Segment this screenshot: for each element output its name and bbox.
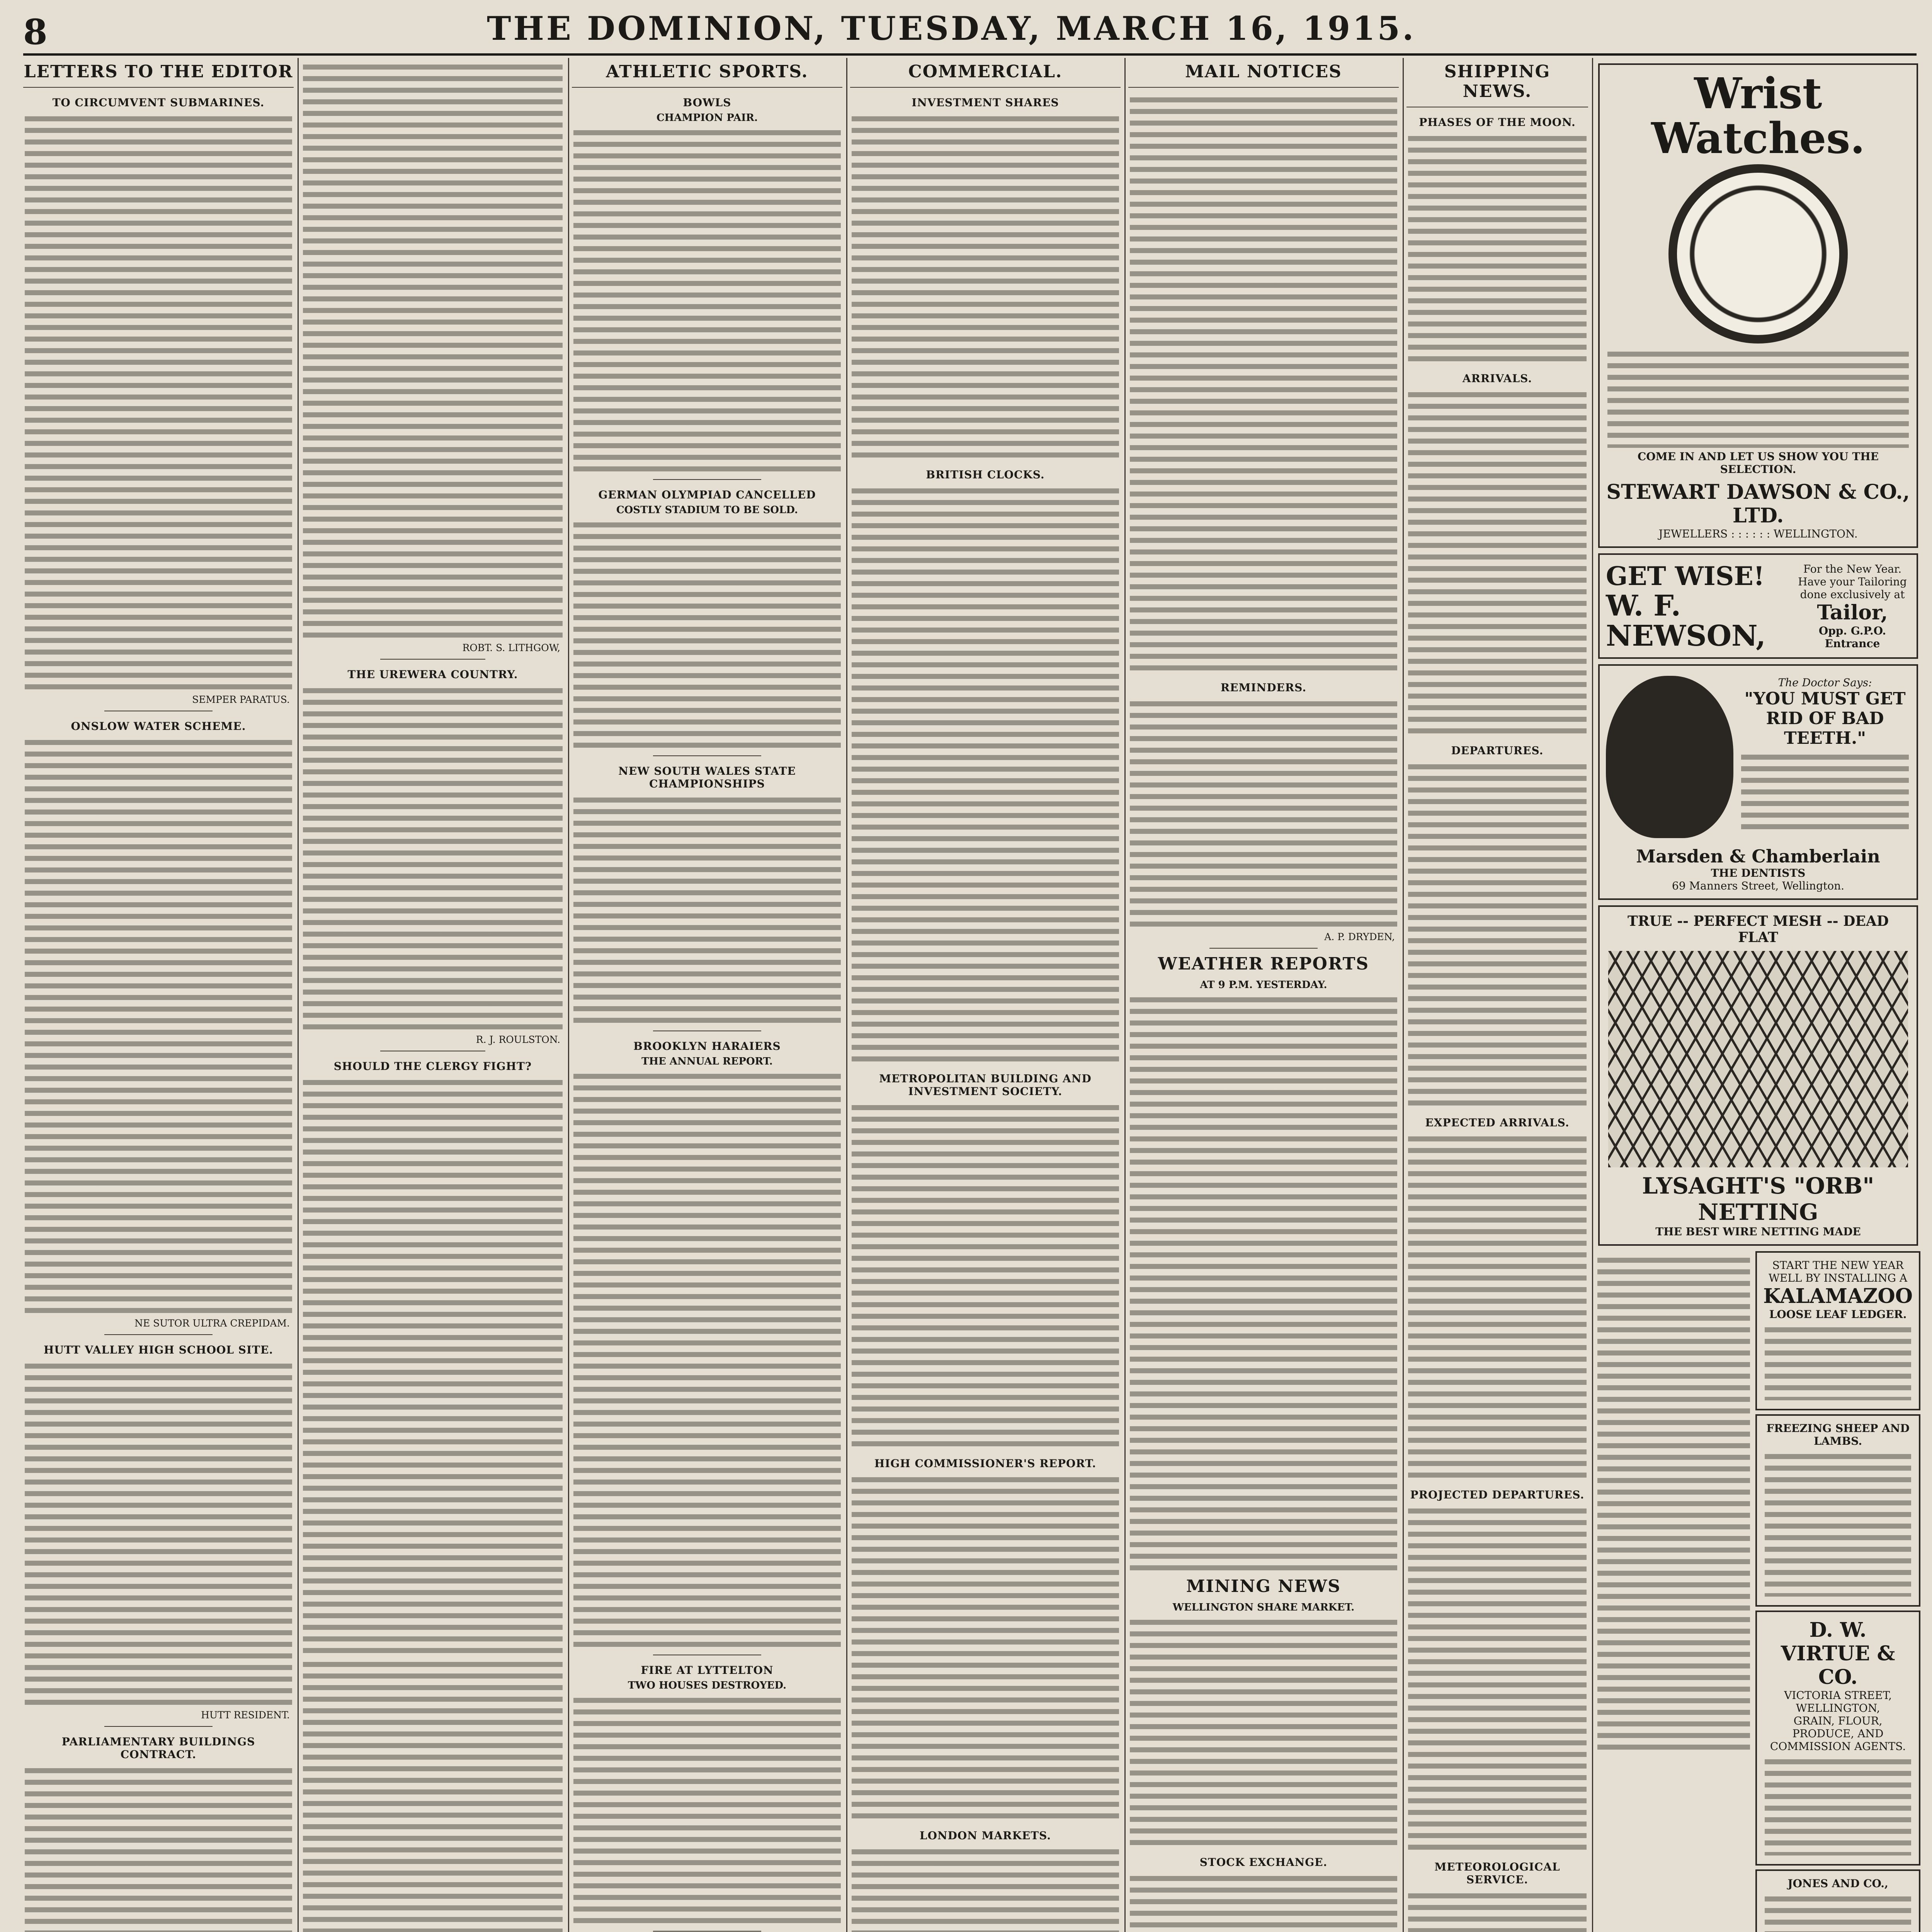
ad-address: VICTORIA STREET, WELLINGTON, <box>1784 1689 1892 1715</box>
article-signature: NE SUTOR ULTRA CREPIDAM. <box>134 1318 290 1329</box>
ad-body <box>1607 347 1909 448</box>
section-title-mining: MINING NEWS <box>1186 1577 1341 1596</box>
ad-firm: STEWART DAWSON & CO., LTD. <box>1606 480 1910 527</box>
article-headline: THE UREWERA COUNTRY. <box>347 668 518 681</box>
article-headline: INVESTMENT SHARES <box>912 96 1059 109</box>
divider <box>572 87 842 88</box>
column-rule <box>298 58 299 1932</box>
ad-body <box>1765 1892 1911 1932</box>
article-headline: EXPECTED ARRIVALS. <box>1425 1116 1570 1129</box>
column-rule <box>1592 58 1593 1932</box>
article-body <box>303 684 563 1032</box>
ad-firm: Marsden & Chamberlain <box>1636 846 1880 867</box>
ad-body: For the New Year. Have your Tailoring done exclusively at <box>1798 562 1907 601</box>
wire-netting-icon <box>1608 951 1908 1167</box>
article-body <box>852 1101 1119 1449</box>
article-headline: TO CIRCUMVENT SUBMARINES. <box>52 96 265 109</box>
divider <box>104 1334 213 1335</box>
weather-table <box>1130 993 1397 1573</box>
ad-brand: KALAMAZOO <box>1763 1284 1913 1308</box>
divider <box>653 479 761 480</box>
article-signature: R. J. ROULSTON. <box>476 1034 560 1045</box>
ad-line: START THE NEW YEAR WELL BY INSTALLING A <box>1769 1259 1908 1285</box>
ad-subtitle: THE BEST WIRE NETTING MADE <box>1655 1225 1861 1238</box>
ad-newson-right <box>1794 563 1910 650</box>
article-body <box>303 60 563 640</box>
arrivals-list <box>1408 388 1587 736</box>
wrist-watch-icon <box>1668 164 1848 344</box>
column-rule <box>1124 58 1126 1932</box>
article-body <box>573 793 841 1025</box>
column-athletic <box>572 58 842 1932</box>
ad-quote: "YOU MUST GET RID OF BAD TEETH." <box>1744 689 1906 748</box>
section-title-shipping: SHIPPING NEWS. <box>1444 62 1551 101</box>
article-headline: LONDON MARKETS. <box>919 1829 1051 1842</box>
masthead <box>23 8 1917 54</box>
ad-body <box>1765 1755 1911 1855</box>
section-title-commercial: COMMERCIAL. <box>908 62 1063 82</box>
ad-address: 69 Manners Street, Wellington. <box>1672 879 1845 893</box>
ad-banner: TRUE -- PERFECT MESH -- DEAD FLAT <box>1628 913 1889 946</box>
column-mail <box>1128 58 1399 1932</box>
article-headline: SHOULD THE CLERGY FIGHT? <box>333 1060 532 1073</box>
article-headline: BOWLS <box>683 96 731 109</box>
masthead-rule <box>23 53 1917 56</box>
ad-dentist-copy <box>1740 676 1910 838</box>
article-headline: GERMAN OLYMPIAD CANCELLED <box>598 488 816 501</box>
article-headline: ARRIVALS. <box>1462 372 1532 385</box>
newspaper-title: THE DOMINION, TUESDAY, MARCH 16, 1915. <box>487 9 1416 48</box>
ad-address: Opp. G.P.O. Entrance <box>1818 624 1886 650</box>
divider <box>380 659 485 660</box>
article-headline: PHASES OF THE MOON. <box>1419 116 1576 129</box>
article-body <box>573 518 841 750</box>
doctor-portrait-icon <box>1606 676 1733 838</box>
projected-departures-list <box>1408 1504 1587 1852</box>
article-body <box>573 126 841 474</box>
divider <box>850 87 1121 88</box>
page-number: 8 <box>23 12 48 53</box>
article-subheadline: COSTLY STADIUM TO BE SOLD. <box>616 504 798 516</box>
divider <box>23 87 294 88</box>
ad-quote-intro: The Doctor Says: <box>1778 676 1872 689</box>
article-headline: FIRE AT LYTTELTON <box>641 1664 774 1677</box>
ad-firm-sub: JEWELLERS : : : : : : WELLINGTON. <box>1658 527 1858 540</box>
column-shipping <box>1406 58 1588 1932</box>
article-subheadline: THE ANNUAL REPORT. <box>641 1056 773 1067</box>
article-headline: HIGH COMMISSIONER'S REPORT. <box>874 1457 1097 1470</box>
ad-firm: D. W. VIRTUE & CO. <box>1781 1618 1895 1689</box>
column-commercial <box>850 58 1121 1932</box>
ad-trade: GRAIN, FLOUR, PRODUCE, AND COMMISSION AGENTS. <box>1770 1714 1906 1753</box>
article-headline: REMINDERS. <box>1220 681 1307 694</box>
column-letters <box>23 58 294 1932</box>
ad-wrist-watches <box>1598 63 1918 548</box>
article-headline: BRITISH CLOCKS. <box>926 468 1045 481</box>
ad-body <box>1765 1323 1911 1400</box>
article-subheadline: WELLINGTON SHARE MARKET. <box>1172 1602 1355 1613</box>
article-body <box>303 1658 563 1932</box>
article-headline: PARLIAMENTARY BUILDINGS CONTRACT. <box>61 1735 255 1761</box>
ad-body <box>1597 1253 1750 1756</box>
ad-stack-right <box>1755 1251 1920 1932</box>
divider <box>653 755 761 756</box>
ad-row-shipping-kalamazoo <box>1596 1251 1920 1932</box>
share-table <box>852 112 1119 460</box>
mail-schedule <box>1130 93 1397 673</box>
divider <box>653 1931 761 1932</box>
article-body <box>852 484 1119 1064</box>
article-body <box>852 1473 1119 1821</box>
ad-body <box>1741 750 1909 835</box>
expected-arrivals-list <box>1408 1132 1587 1480</box>
article-body <box>25 736 292 1315</box>
article-subheadline: CHAMPION PAIR. <box>656 112 758 124</box>
ad-firm: W. F. NEWSON, <box>1606 589 1766 653</box>
article-headline: PROJECTED DEPARTURES. <box>1410 1488 1585 1501</box>
article-body <box>852 1845 1119 1932</box>
ad-tagline: COME IN AND LET US SHOW YOU THE SELECTION. <box>1638 450 1879 476</box>
article-signature: ROBT. S. LITHGOW, <box>462 642 560 653</box>
article-headline: HUTT VALLEY HIGH SCHOOL SITE. <box>43 1344 274 1356</box>
ad-netting <box>1598 905 1918 1246</box>
departures-list <box>1408 760 1587 1108</box>
article-subheadline: TWO HOUSES DESTROYED. <box>628 1680 787 1691</box>
divider <box>1209 948 1318 949</box>
article-body <box>1408 1889 1587 1932</box>
article-body <box>25 1764 292 1932</box>
ad-trade: Tailor, <box>1817 600 1888 624</box>
article-body <box>573 1070 841 1649</box>
ad-freezing <box>1755 1414 1920 1607</box>
article-headline: NEW SOUTH WALES STATE CHAMPIONSHIPS <box>618 765 796 790</box>
column-rule <box>1403 58 1404 1932</box>
article-subheadline: AT 9 P.M. YESTERDAY. <box>1200 979 1327 991</box>
column-letters-continued <box>301 58 564 1932</box>
divider <box>1128 87 1399 88</box>
ad-headline: GET WISE! <box>1606 561 1765 591</box>
article-body <box>1130 697 1397 929</box>
article-signature: A. P. DRYDEN, <box>1324 931 1395 942</box>
article-headline: METROPOLITAN BUILDING AND INVESTMENT SOCIETY. <box>879 1072 1092 1098</box>
column-rule <box>846 58 847 1932</box>
section-title-mail: MAIL NOTICES <box>1185 62 1342 82</box>
ad-kalamazoo <box>1755 1251 1920 1410</box>
article-signature: HUTT RESIDENT. <box>201 1709 290 1721</box>
ad-shipping-notice <box>1596 1251 1752 1932</box>
ad-firm-side: THE DENTISTS <box>1711 867 1806 880</box>
ad-newson <box>1598 553 1918 659</box>
article-headline: METEOROLOGICAL SERVICE. <box>1434 1861 1560 1886</box>
moon-table <box>1408 132 1587 364</box>
ad-newson-left <box>1606 561 1787 651</box>
ad-line: LOOSE LEAF LEDGER. <box>1769 1308 1907 1321</box>
article-headline: ONSLOW WATER SCHEME. <box>71 720 246 733</box>
column-advertisements <box>1596 58 1920 1932</box>
ad-dentist <box>1598 664 1918 900</box>
ad-firm: JONES AND CO., <box>1787 1877 1888 1890</box>
article-body <box>1130 1616 1397 1847</box>
section-title-weather: WEATHER REPORTS <box>1158 954 1369 974</box>
article-body <box>573 1694 841 1925</box>
column-rule <box>568 58 569 1932</box>
ad-title: Wrist Watches. <box>1651 68 1865 163</box>
article-body <box>25 112 292 692</box>
ad-dentist-top <box>1606 672 1910 842</box>
article-body <box>1130 1872 1397 1932</box>
ad-body <box>1765 1450 1911 1597</box>
ad-virtue <box>1755 1611 1920 1866</box>
ad-jones <box>1755 1869 1920 1932</box>
article-headline: BROOKLYN HARAIERS <box>633 1040 781 1053</box>
article-headline: STOCK EXCHANGE. <box>1199 1856 1328 1869</box>
ad-headline: FREEZING SHEEP AND LAMBS. <box>1766 1422 1910 1448</box>
article-body <box>303 1076 563 1655</box>
article-body <box>25 1359 292 1707</box>
article-signature: SEMPER PARATUS. <box>192 694 290 705</box>
ad-title: LYSAGHT'S "ORB" NETTING <box>1642 1173 1874 1226</box>
divider <box>104 1726 213 1727</box>
section-title-letters: LETTERS TO THE EDITOR <box>24 62 293 82</box>
article-headline: DEPARTURES. <box>1451 744 1544 757</box>
section-title-athletic: ATHLETIC SPORTS. <box>606 62 808 82</box>
